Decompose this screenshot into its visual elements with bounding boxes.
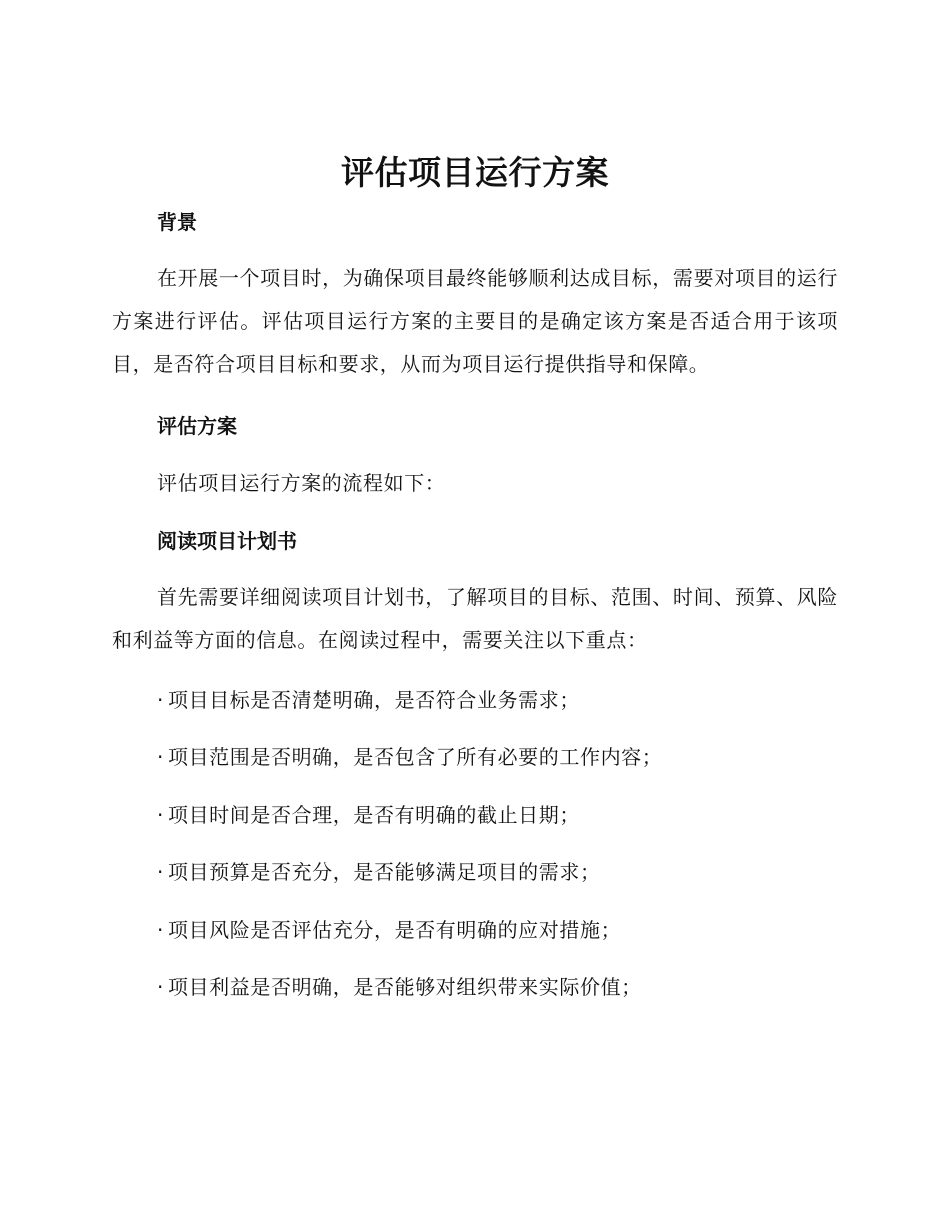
list-item xyxy=(157,916,621,944)
bullet-dot: · xyxy=(157,975,164,999)
list-item-text: 项目时间是否合理，是否有明确的截止日期； xyxy=(167,803,580,827)
bullet-dot: · xyxy=(157,688,164,712)
list-item-text: 项目目标是否清楚明确，是否符合业务需求； xyxy=(167,688,580,712)
list-item-text: 项目利益是否明确，是否能够对组织带来实际价值； xyxy=(167,975,642,999)
bullet-dot: · xyxy=(157,745,164,769)
bullet-dot: · xyxy=(157,918,164,942)
list-item-text: 项目风险是否评估充分，是否有明确的应对措施； xyxy=(167,918,622,942)
list-item-text: 项目预算是否充分，是否能够满足项目的需求； xyxy=(167,860,601,884)
reading-paragraph: 首先需要详细阅读项目计划书，了解项目的目标、范围、时间、预算、风险和利益等方面的信息。在阅读过程中，需要关注以下重点： xyxy=(112,585,838,652)
list-item xyxy=(157,743,662,771)
document-title: 评估项目运行方案 xyxy=(341,153,609,192)
list-item xyxy=(157,973,642,1001)
list-item xyxy=(157,686,580,714)
section-heading-background: 背景 xyxy=(157,210,197,234)
section-heading-plan: 评估方案 xyxy=(157,414,237,438)
background-paragraph: 在开展一个项目时，为确保项目最终能够顺利达成目标，需要对项目的运行方案进行评估。评估项目运行方案的主要目的是确定该方案是否适合用于该项目，是否符合项目目标和要求，从而为项目运行提供指导和保障。 xyxy=(112,266,838,376)
section-heading-reading: 阅读项目计划书 xyxy=(157,529,297,553)
list-item-text: 项目范围是否明确，是否包含了所有必要的工作内容； xyxy=(167,745,663,769)
bullet-dot: · xyxy=(157,860,164,884)
plan-intro: 评估项目运行方案的流程如下： xyxy=(157,471,446,495)
list-item xyxy=(157,801,580,829)
list-item xyxy=(157,858,601,886)
bullet-dot: · xyxy=(157,803,164,827)
